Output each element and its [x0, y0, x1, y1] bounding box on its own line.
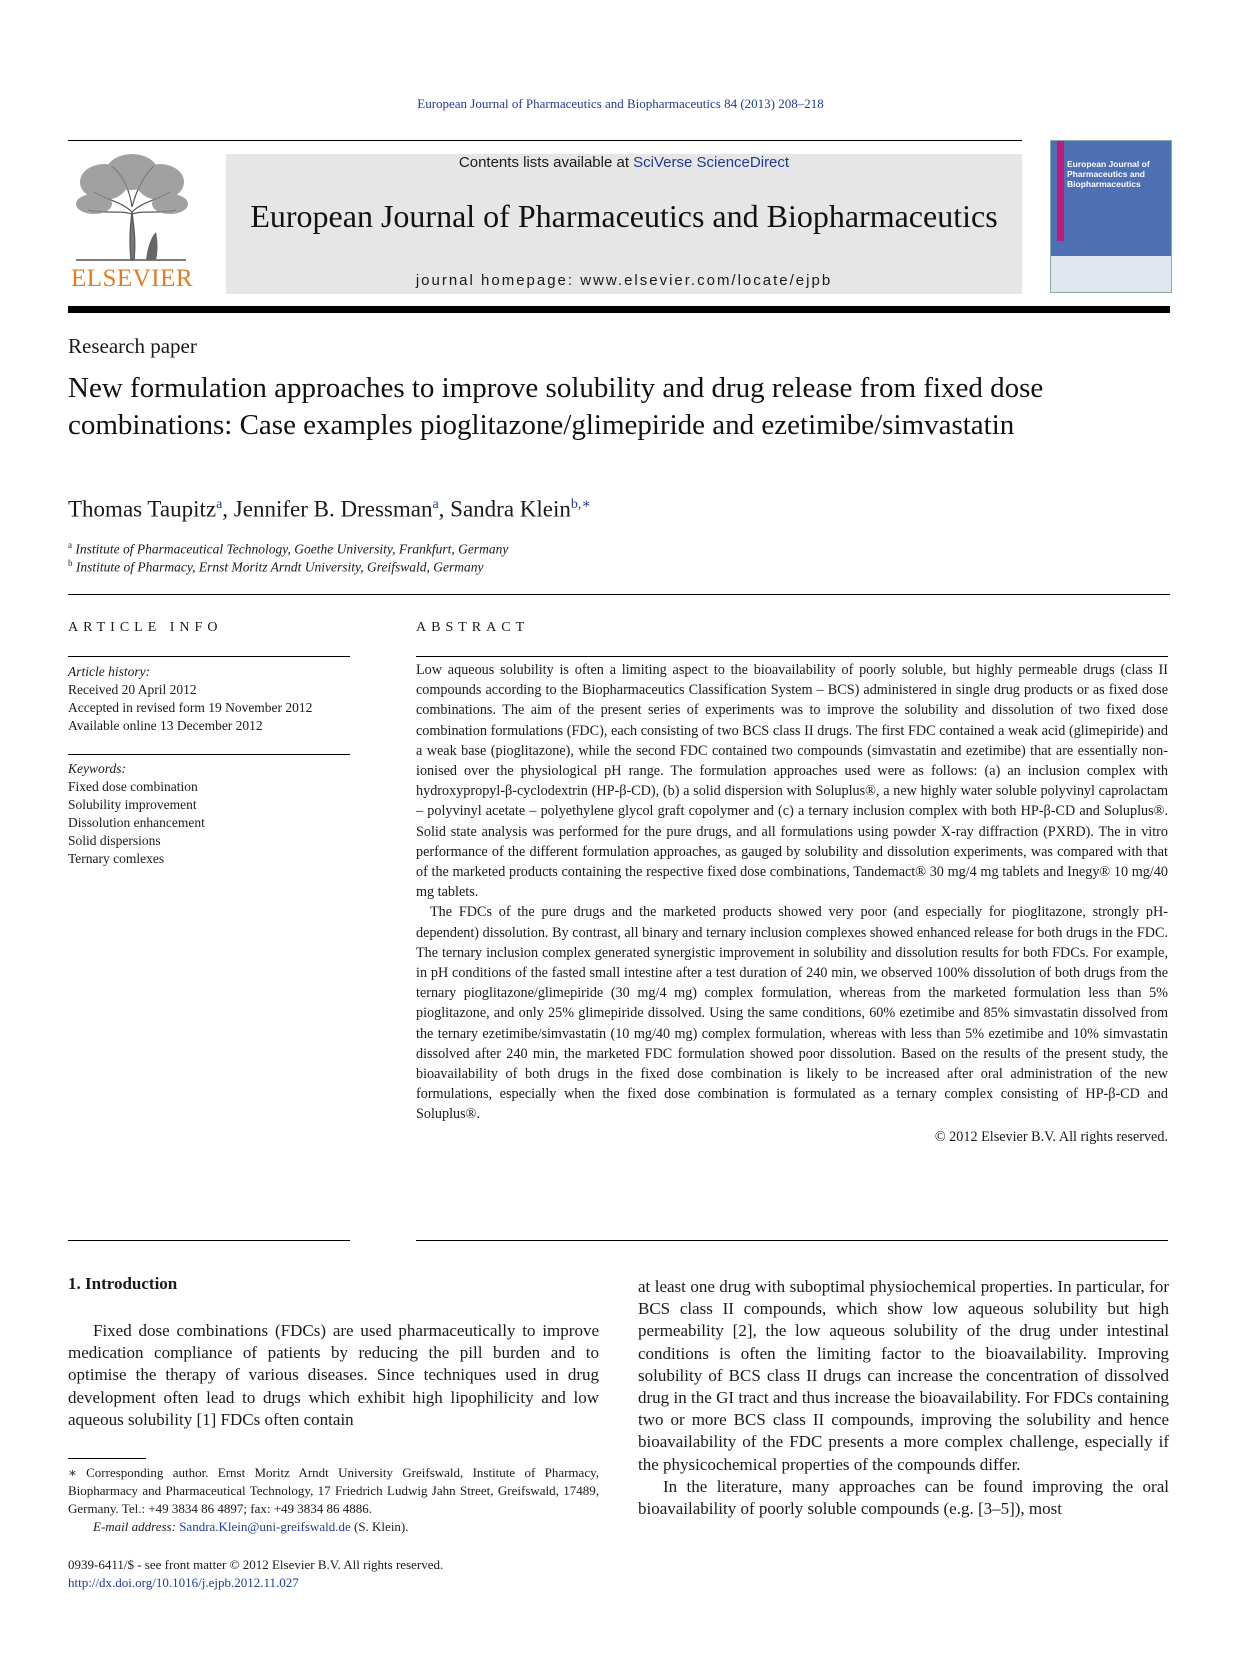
corresponding-author-footnote [68, 1464, 599, 1536]
abstract-rule [416, 656, 1168, 657]
keyword: Ternary comlexes [68, 851, 165, 866]
doi-link[interactable]: http://dx.doi.org/10.1016/j.ejpb.2012.11.027 [68, 1575, 299, 1590]
abstract-body [416, 660, 1168, 1147]
keyword: Solid dispersions [68, 833, 161, 848]
affiliation-rule [68, 594, 1170, 595]
top-rule [68, 140, 1022, 141]
cover-stripe [1057, 141, 1064, 241]
history-online: Available online 13 December 2012 [68, 718, 263, 733]
journal-citation-link[interactable]: European Journal of Pharmaceutics and Biopharmaceutics 84 (2013) 208–218 [417, 96, 824, 111]
keywords [68, 760, 350, 868]
abstract-heading: ABSTRACT [416, 620, 530, 635]
journal-name: European Journal of Pharmaceutics and Biopharmaceutics [250, 198, 998, 234]
article-type: Research paper [68, 334, 197, 358]
email-label: E-mail address: [93, 1519, 176, 1534]
intro-paragraph: In the literature, many approaches can be found improving the oral bioavailability of poorly soluble compounds (e.g. [3–5]), most [638, 1476, 1169, 1519]
affiliation-marker: b [68, 558, 73, 568]
history-accepted: Accepted in revised form 19 November 2012 [68, 700, 313, 715]
author-list: Thomas Taupitz$^a$, Jennifer B. Dressman$^a$, Sandra Klein$^{b,∗}$ [68, 496, 591, 522]
keywords-label: Keywords: [68, 761, 126, 776]
intro-left-column [68, 1320, 599, 1431]
issn-line: 0939-6411/$ - see front matter © 2012 Elsevier B.V. All rights reserved. [68, 1557, 444, 1572]
author-name: Sandra Klein [450, 496, 571, 522]
affiliation [68, 558, 483, 576]
article-info-heading: ARTICLE INFO [68, 620, 223, 635]
author-affil-link[interactable]: a [432, 497, 439, 512]
cover-bottom-panel [1051, 256, 1171, 292]
affiliation-text: Institute of Pharmacy, Ernst Moritz Arndt University, Greifswald, Germany [75, 559, 484, 575]
abstract-paragraph: Low aqueous solubility is often a limiting aspect to the bioavailability of poorly soluble, but highly permeable drugs (class II compounds according to the Biopharmaceutics Classification System – BCS) administered in single drug products or as fixed dose combinations. The aim of the present series of experiments was to improve the solubility and dissolution of two fixed dose combination formulations (FDC), each consisting of two BCS class II drugs. The first FDC contained a weak acid (glimepiride) and a weak base (pioglitazone), while the second FDC contained two compounds (simvastatin and ezetimibe) that are essentially non-ionised over the physiological pH range. The formulation approaches used were as follows: (a) an inclusion complex with hydroxypropyl-β-cyclodextrin (HP-β-CD), (b) a solid dispersion with Soluplus®, a new highly water soluble polyvinyl caprolactam – polyvinyl acetate – polyethylene glycol graft copolymer and (c) a ternary inclusion complex with both HP-β-CD and Soluplus®. Solid state analysis was performed for the pure drugs, and all formulations using powder X-ray diffraction (PXRD). The in vitro performance of the different formulation approaches, as gauged by solubility and dissolution experiments, was compared with that of the marketed products containing the respective fixed dose combinations, Tandemact® 30 mg/4 mg tablets and Inegy® 10 mg/40 mg tablets. [416, 662, 1168, 901]
affiliation [68, 540, 508, 558]
elsevier-tree-icon [72, 152, 190, 262]
author-affil-link[interactable]: a [216, 497, 223, 512]
keyword: Dissolution enhancement [68, 815, 205, 830]
article-history [68, 663, 350, 735]
elsevier-wordmark: ELSEVIER [70, 265, 194, 292]
issn-block [68, 1556, 443, 1592]
header-thick-rule [68, 306, 1170, 313]
cover-title: European Journal of Pharmaceutics and Biopharmaceutics [1067, 159, 1150, 189]
affiliation-text: Institute of Pharmaceutical Technology, Goethe University, Frankfurt, Germany [75, 541, 509, 557]
journal-cover-thumbnail [1050, 140, 1172, 293]
introduction-heading: 1. Introduction [68, 1274, 178, 1293]
history-received: Received 20 April 2012 [68, 682, 197, 697]
affiliation-marker: a [68, 540, 72, 550]
keyword: Fixed dose combination [68, 779, 198, 794]
elsevier-logo [68, 152, 196, 292]
history-label: Article history: [68, 664, 151, 679]
article-title: New formulation approaches to improve solubility and drug release from fixed dose combinations: Case examples pioglitazone/glimepiride and ezetimibe/simvastatin [68, 372, 1044, 441]
author-email-link[interactable]: Sandra.Klein@uni-greifswald.de [179, 1519, 351, 1534]
intro-paragraph: Fixed dose combinations (FDCs) are used pharmaceutically to improve medication compliance of patients by reducing the pill burden and to optimise the therapy of various diseases. Since techniques used in drug development often lead to drugs which exhibit high lipophilicity and low aqueous solubility [1] FDCs often contain [68, 1321, 599, 1429]
abstract-paragraph: The FDCs of the pure drugs and the marketed products showed very poor (and especially for pioglitazone, strongly pH-dependent) dissolution. By contrast, all binary and ternary inclusion complexes showed enhanced release for both drugs in the FDC. The ternary inclusion complex generated synergistic improvement in solubility and dissolution results for both FDCs. For example, in pH conditions of the fasted small intestine after a test duration of 240 min, we observed 100% dissolution of both drugs from the ternary pioglitazone/glimepiride (30 mg/4 mg) complex formulation, whereas from the marketed formulation less than 5% pioglitazone, and only 25% glimepiride dissolved. Using the same conditions, 60% ezetimibe and 85% simvastatin dissolved from the ternary ezetimibe/simvastatin (10 mg/40 mg) complex formulation, whereas with less than 5% ezetimibe and 10% simvastatin dissolved after 240 min, the marketed FDC formulation showed poor dissolution. Based on the results of the present study, the bioavailability of both drugs in the fixed dose combination is likely to be increased after oral administration of the new formulations, especially when the fixed dose combination is formulated as a ternary complex consisting of HP-β-CD and Soluplus®. [416, 904, 1168, 1123]
abstract-copyright: © 2012 Elsevier B.V. All rights reserved. [934, 1128, 1168, 1145]
journal-homepage[interactable]: journal homepage: www.elsevier.com/locate/ejpb [415, 272, 833, 289]
intro-paragraph: at least one drug with suboptimal physiochemical properties. In particular, for BCS class II compounds, which show low aqueous solubility but high permeability [2], the low aqueous solubility of the drug under intestinal conditions is often the limiting factor to the bioavailability. Improving solubility of BCS class II drugs can increase the concentration of dissolved drug in the GI tract and thus increase the bioavailability. For FDCs containing two or more BCS class II compounds, improving the solubility and hence bioavailability of the FDC presents a more complex challenge, especially if the physicochemical properties of the compounds differ. [638, 1277, 1169, 1474]
abstract-bottom-rule [416, 1240, 1168, 1241]
keywords-rule [68, 754, 350, 755]
footnote-text: ∗ Corresponding author. Ernst Moritz Arndt University Greifswald, Institute of Pharmacy, Biopharmacy and Pharmaceutical Technology, 17 Friedrich Ludwig Jahn Street, Greifswald, 17489, Germany. Tel.: +49 3834 86 4897; fax: +49 3834 86 4886. [68, 1465, 599, 1516]
intro-right-column [638, 1276, 1169, 1520]
info-bottom-rule [68, 1240, 350, 1241]
email-suffix: (S. Klein). [353, 1519, 409, 1534]
contents-prefix: Contents lists available at [458, 154, 629, 171]
sciencedirect-link[interactable]: SciVerse ScienceDirect [633, 154, 790, 171]
footnote-email-line [68, 1518, 599, 1536]
contents-line [226, 154, 1022, 171]
keyword: Solubility improvement [68, 797, 197, 812]
author-affil-link[interactable]: b,∗ [570, 497, 591, 512]
article-info-rule [68, 656, 350, 657]
author-name: Jennifer B. Dressman [233, 496, 433, 522]
footnote-rule [68, 1458, 146, 1459]
author-name: Thomas Taupitz [68, 496, 217, 522]
